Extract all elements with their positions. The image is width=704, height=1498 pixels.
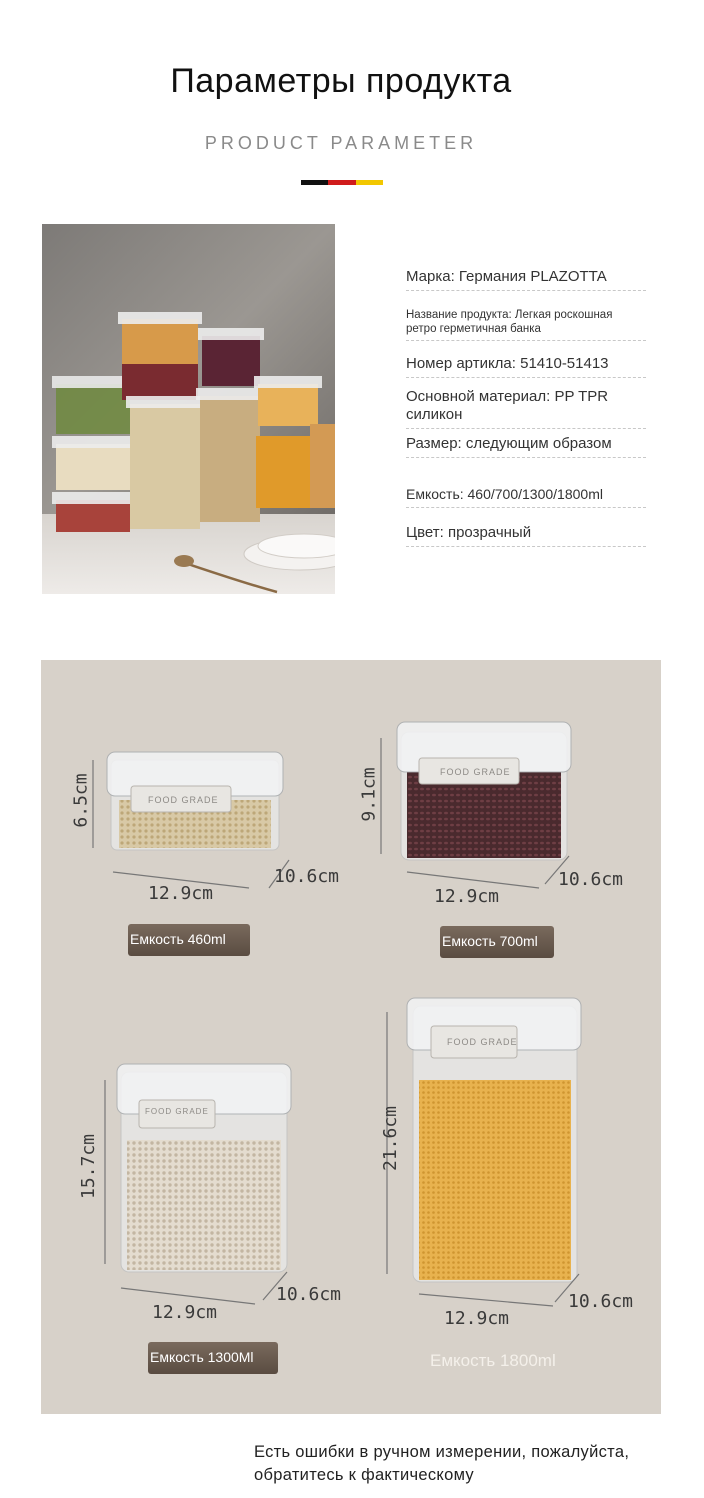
spec-color: Цвет: прозрачный bbox=[406, 524, 646, 547]
measurement-note: Есть ошибки в ручном измерении, пожалуйста, обратитесь к фактическому bbox=[254, 1443, 630, 1484]
flag-black bbox=[301, 180, 328, 185]
container-460ml bbox=[93, 752, 289, 888]
height-dim-1: 6.5cm bbox=[70, 773, 92, 828]
width-dim-4: 12.9cm bbox=[444, 1308, 510, 1329]
depth-dim-4: 10.6cm bbox=[568, 1291, 634, 1312]
width-dim-1: 12.9cm bbox=[148, 883, 214, 904]
height-dim-3: 15.7cm bbox=[78, 1133, 100, 1200]
food-grade-label-4: FOOD GRADE bbox=[447, 1037, 518, 1047]
capacity-label-4: Емкость 1800ml bbox=[430, 1351, 556, 1370]
depth-dim-3: 10.6cm bbox=[276, 1284, 342, 1305]
flag-yellow bbox=[356, 180, 383, 185]
food-grade-label-2: FOOD GRADE bbox=[440, 767, 511, 777]
spec-brand: Марка: Германия PLAZOTTA bbox=[406, 268, 646, 291]
page-title: Параметры продукта bbox=[170, 62, 512, 100]
german-flag-stripe bbox=[301, 180, 383, 185]
height-dim-2: 9.1cm bbox=[358, 767, 380, 822]
food-grade-label-3: FOOD GRADE bbox=[145, 1107, 209, 1116]
product-photo bbox=[42, 224, 335, 594]
spec-product-name: Название продукта: Легкая роскошная ретро герметичная банка bbox=[406, 308, 646, 341]
spec-article-number: Номер артикла: 51410-51413 bbox=[406, 355, 646, 378]
height-dim-4: 21.6cm bbox=[380, 1105, 402, 1172]
food-grade-label-1: FOOD GRADE bbox=[148, 795, 219, 805]
capacity-label-3: Емкость 1300Ml bbox=[150, 1349, 254, 1365]
flag-red bbox=[328, 180, 355, 185]
capacity-label-2: Емкость 700ml bbox=[442, 933, 538, 949]
width-dim-2: 12.9cm bbox=[434, 886, 500, 907]
spec-material: Основной материал: PP TPR силикон bbox=[406, 388, 646, 429]
container-700ml bbox=[381, 722, 571, 888]
capacity-label-1: Емкость 460ml bbox=[130, 931, 226, 947]
depth-dim-2: 10.6cm bbox=[558, 869, 624, 890]
spec-size: Размер: следующим образом bbox=[406, 435, 646, 458]
depth-dim-1: 10.6cm bbox=[274, 866, 340, 887]
page-subtitle: PRODUCT PARAMETER bbox=[204, 133, 478, 153]
spec-capacity: Емкость: 460/700/1300/1800ml bbox=[406, 485, 646, 508]
width-dim-3: 12.9cm bbox=[152, 1302, 218, 1323]
container-1300ml bbox=[105, 1064, 291, 1304]
